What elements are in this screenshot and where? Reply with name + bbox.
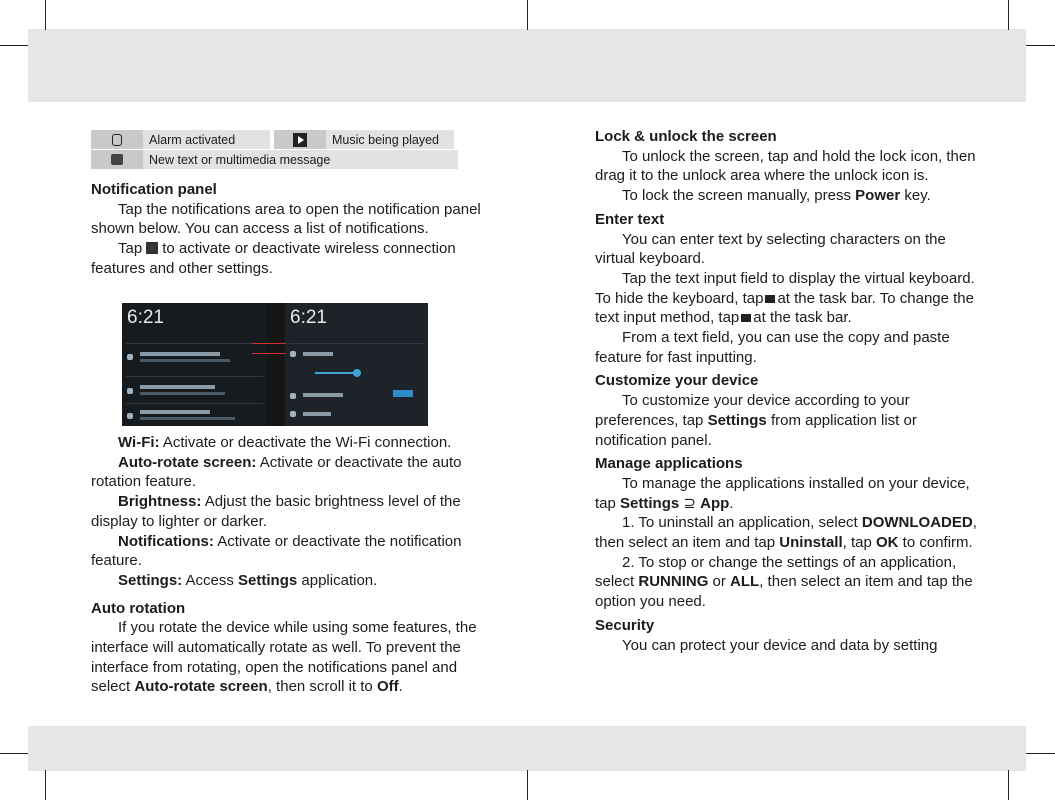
feature-item: Wi-Fi: Activate or deactivate the Wi-Fi connection. — [118, 434, 452, 451]
paragraph: You can enter text by selecting characters on the virtual keyboard. — [595, 230, 946, 268]
play-icon — [293, 133, 307, 147]
paragraph: Tap the notifications area to open the notification panel shown below. You can access a list of notifications. — [91, 200, 481, 238]
legend-label: Music being played — [326, 130, 454, 149]
section-heading: Notification panel — [91, 181, 217, 198]
notification-list-pane — [122, 303, 267, 426]
left-column-features — [91, 433, 491, 697]
section-heading: Customize your device — [595, 372, 759, 390]
paragraph: To unlock the screen, tap and hold the lock icon, then drag it to the unlock area where the unlock icon is. — [595, 147, 976, 185]
paragraph: You can protect your device and data by setting — [622, 636, 938, 654]
crop-mark — [1026, 753, 1055, 754]
clock-text: 6:21 — [127, 307, 164, 328]
crop-mark — [527, 770, 528, 800]
crop-mark — [0, 753, 28, 754]
message-icon — [111, 154, 123, 165]
legend-label: New text or multimedia message — [143, 150, 458, 169]
section-heading: Manage applications — [595, 455, 743, 473]
paragraph: To lock the screen manually, press Power key. — [622, 187, 931, 205]
feature-item: Settings: Access Settings application. — [118, 571, 378, 589]
footer-band — [28, 726, 1026, 771]
clock-text: 6:21 — [290, 307, 327, 328]
legend-icon-cell — [274, 130, 326, 149]
crop-mark — [0, 45, 28, 46]
brightness-slider — [315, 372, 357, 374]
section-heading: Security — [595, 616, 655, 634]
feature-item: Notifications: Activate or deactivate the notification feature. — [91, 532, 462, 570]
paragraph: Tap to activate or deactivate wireless connection features and other settings. — [91, 240, 456, 277]
section-heading: Auto rotation — [91, 599, 186, 617]
feature-item: Auto-rotate screen: Activate or deactivate the auto rotation feature. — [91, 453, 462, 491]
paragraph: 1. To uninstall an application, select DOWNLOADED, then select an item and tap Uninstall, tap OK to confirm. — [595, 514, 977, 552]
section-heading: Enter text — [595, 210, 665, 228]
alarm-icon — [112, 134, 122, 146]
legend-icon-cell — [91, 130, 143, 149]
crop-mark — [45, 0, 46, 30]
status-icon-legend — [91, 130, 458, 170]
notification-toggle — [393, 390, 413, 397]
left-column — [91, 180, 491, 279]
quick-settings-pane — [285, 303, 428, 426]
crop-mark — [45, 770, 46, 800]
input-method-icon — [741, 314, 751, 322]
paragraph: From a text field, you can use the copy and paste feature for fast inputting. — [595, 329, 950, 366]
crop-mark — [527, 0, 528, 30]
crop-mark — [1026, 45, 1055, 46]
crop-mark — [1008, 0, 1009, 30]
paragraph: Tap the text input field to display the virtual keyboard. To hide the keyboard, tap at the task bar. To change the text input method, tap at the task bar. — [595, 269, 975, 327]
brightness-knob — [353, 369, 361, 377]
feature-item: Brightness: Adjust the basic brightness level of the display to lighter or darker. — [91, 493, 461, 530]
section-heading: Lock & unlock the screen — [595, 128, 777, 145]
paragraph: 2. To stop or change the settings of an application, select RUNNING or ALL, then select an item and tap the option you need. — [595, 553, 973, 611]
crop-mark — [1008, 770, 1009, 800]
legend-row — [91, 130, 458, 149]
legend-label: Alarm activated — [143, 130, 270, 149]
keyboard-hide-icon — [765, 295, 775, 303]
notification-panel-screenshot — [122, 303, 428, 426]
legend-row — [91, 150, 458, 169]
header-band — [28, 29, 1026, 102]
paragraph: To customize your device according to your preferences, tap Settings from application list or notification panel. — [595, 392, 917, 449]
paragraph: To manage the applications installed on your device, tap Settings ⊇ App. — [595, 474, 970, 512]
right-column — [595, 127, 985, 655]
quick-settings-icon — [146, 242, 158, 254]
legend-icon-cell — [91, 150, 143, 169]
paragraph: If you rotate the device while using some features, the interface will automatically rotate as well. To prevent the interface from rotating, open the notifications panel and select Auto-rotate screen, then scroll it to Off. — [91, 619, 477, 696]
